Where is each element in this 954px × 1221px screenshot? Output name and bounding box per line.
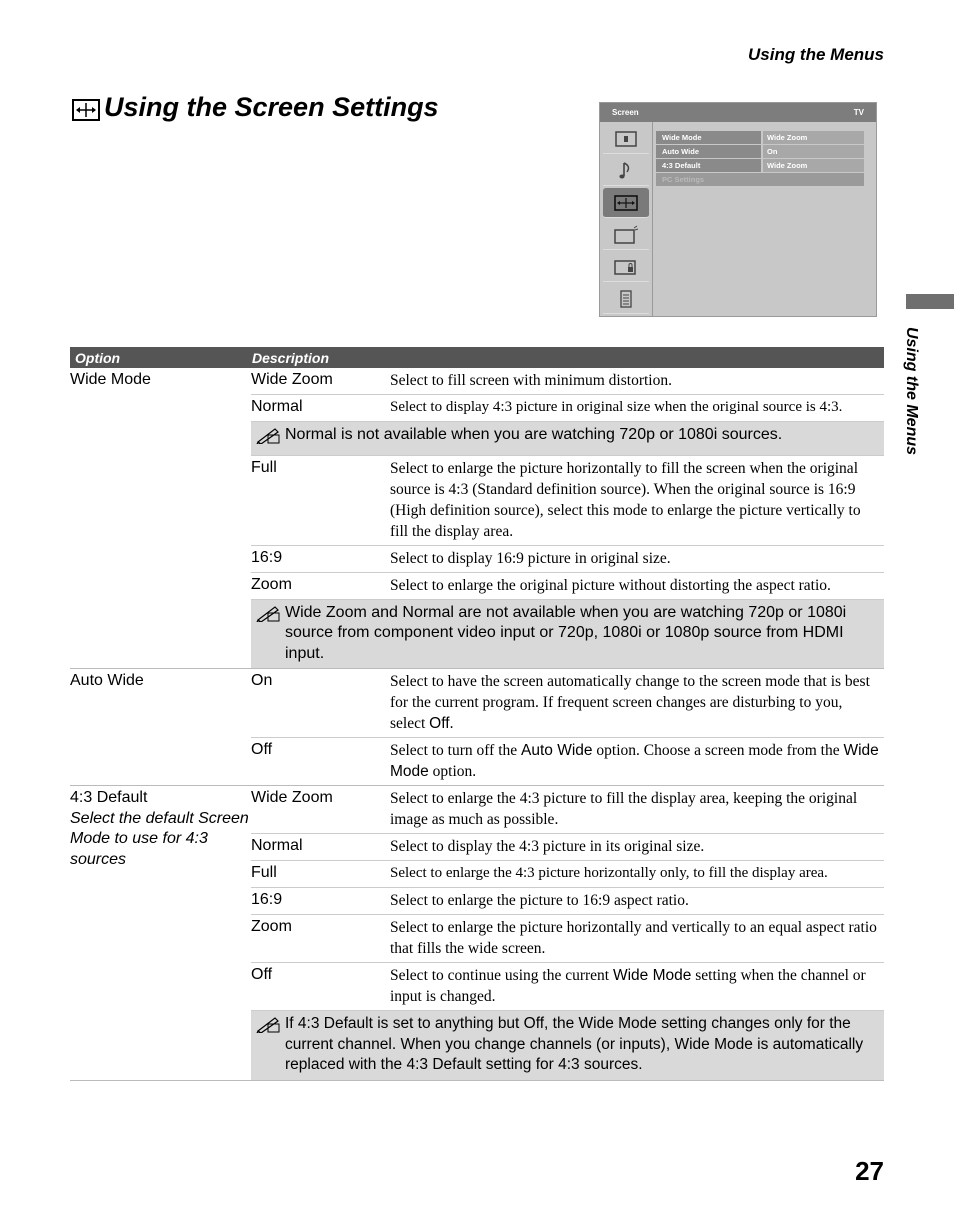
option-name: Full <box>251 458 277 476</box>
option-name: Off <box>251 966 273 983</box>
group-name: Auto Wide <box>70 672 144 689</box>
option-name: On <box>251 672 273 689</box>
note-pencil-icon <box>255 603 285 665</box>
note <box>251 421 884 455</box>
group-name <box>70 786 251 1080</box>
menu-row-label: Wide Mode <box>656 131 761 144</box>
note-text: Wide Zoom and Normal are not available when you are watching 720p or 1080i source from component video input or 720p, 1080i or 1080p source from HDMI input. <box>285 603 847 662</box>
option-description: Select to enlarge the 4:3 picture horizontally only, to fill the display area. <box>390 865 828 881</box>
page-title-text: Using the Screen Settings <box>104 92 439 122</box>
side-tab-marker <box>906 294 954 309</box>
option-description <box>390 671 884 734</box>
option-name: Zoom <box>251 575 292 593</box>
option-description <box>390 965 884 1007</box>
option-name: 16:9 <box>251 891 283 908</box>
menu-row-label: Auto Wide <box>656 145 761 158</box>
desc-term: Wide Mode <box>612 967 692 984</box>
table-row <box>251 394 884 421</box>
setup-icon <box>603 284 649 314</box>
table-row <box>251 887 884 914</box>
option-description: Select to display 16:9 picture in original size. <box>390 549 671 567</box>
table-row <box>251 455 884 545</box>
menu-source: TV <box>853 108 864 117</box>
desc-text: option. <box>428 763 477 780</box>
table-row <box>251 669 884 737</box>
desc-text: Select to turn off the <box>390 742 522 759</box>
note <box>251 599 884 669</box>
table-row <box>251 860 884 887</box>
table-row <box>251 962 884 1010</box>
menu-row-4-3-default <box>656 159 864 172</box>
picture-icon <box>603 124 649 154</box>
table-header <box>70 347 884 368</box>
option-name: 16:9 <box>251 548 283 566</box>
desc-term: Off <box>429 715 450 732</box>
option-description: Select to enlarge the original picture without distorting the aspect ratio. <box>390 576 831 594</box>
header-option: Option <box>75 349 121 366</box>
option-description <box>390 740 884 782</box>
group-wide-mode <box>70 368 884 669</box>
table-row <box>251 786 884 833</box>
option-name: Zoom <box>251 918 292 935</box>
table-row <box>251 737 884 785</box>
note <box>251 1010 884 1080</box>
note-text: Normal is not available when you are watching 720p or 1080i sources. <box>285 426 783 443</box>
parent-lock-icon <box>603 252 649 282</box>
group-title: 4:3 Default <box>70 789 148 806</box>
group-name: Wide Mode <box>70 371 151 388</box>
option-description: Select to enlarge the picture horizontally to fill the screen when the original source is 4:3 (Standard definition source). When the original source is 16:9 (High definition source), select this mode to enlarge the picture vertically to fill the display area. <box>390 459 861 540</box>
option-description: Select to display the 4:3 picture in its original size. <box>390 838 705 855</box>
running-header: Using the Menus <box>747 45 884 64</box>
desc-text: setting when the channel or input is changed. <box>390 967 866 1005</box>
option-description: Select to enlarge the 4:3 picture to fill the display area, keeping the original image as much as possible. <box>390 790 858 828</box>
menu-row-value: Wide Zoom <box>763 159 864 172</box>
menu-row-label: 4:3 Default <box>656 159 761 172</box>
group-subtitle: Select the default Screen Mode to use for 4:3 sources <box>70 809 249 868</box>
table-row <box>251 545 884 572</box>
channel-icon <box>603 220 649 250</box>
screen-icon <box>603 188 649 218</box>
menu-row-wide-mode <box>656 131 864 144</box>
menu-icon-column <box>600 122 653 317</box>
desc-text: Select to continue using the current <box>390 967 613 984</box>
desc-term: Auto Wide <box>521 742 593 759</box>
desc-text: option. Choose a screen mode from the <box>592 742 844 759</box>
side-tab <box>900 327 930 477</box>
option-name: Off <box>251 741 273 758</box>
table-row <box>251 833 884 860</box>
option-description: Select to enlarge the picture horizontally and vertically to an equal aspect ratio that fills the wide screen. <box>390 919 877 957</box>
note-text: If 4:3 Default is set to anything but Off, the Wide Mode setting changes only for the current channel. When you change channels (or inputs), Wide Mode is automatically replaced with the 4:3 Default setting for 4:3 sources. <box>285 1015 864 1073</box>
note-pencil-icon <box>255 425 285 451</box>
option-name: Wide Zoom <box>251 789 333 806</box>
side-tab-label: Using the Menus <box>903 327 920 456</box>
menu-row-value: Wide Zoom <box>763 131 864 144</box>
option-name: Normal <box>251 398 303 415</box>
page-number: 27 <box>855 1156 884 1186</box>
sound-icon <box>603 156 649 186</box>
option-description: Select to enlarge the picture to 16:9 aspect ratio. <box>390 892 689 909</box>
menu-title: Screen <box>612 108 639 117</box>
option-description: Select to fill screen with minimum distortion. <box>390 372 672 389</box>
desc-text: . <box>449 715 454 732</box>
option-name: Full <box>251 864 277 881</box>
menu-row-auto-wide <box>656 145 864 158</box>
table-row <box>251 572 884 599</box>
menu-row-value: On <box>763 145 864 158</box>
desc-text: Select to have the screen automatically change to the screen mode that is best for the current program. If frequent screen changes are disturbing to you, select <box>390 673 870 732</box>
menu-row-label: PC Settings <box>656 173 864 186</box>
note-pencil-icon <box>255 1014 285 1076</box>
option-description: Select to display 4:3 picture in original size when the original source is 4:3. <box>390 399 843 415</box>
menu-title-bar <box>600 103 876 122</box>
desc-term: Wide Mode <box>390 742 879 780</box>
option-name: Normal <box>251 837 303 854</box>
table-row <box>251 368 884 394</box>
menu-settings-list <box>656 131 864 187</box>
group-auto-wide <box>70 669 884 786</box>
option-name: Wide Zoom <box>251 371 333 388</box>
page-title <box>72 92 439 123</box>
table-row <box>251 914 884 962</box>
menu-row-pc-settings <box>656 173 864 186</box>
group-4-3-default <box>70 786 884 1081</box>
screen-settings-table <box>70 347 884 1081</box>
screen-menu-screenshot <box>599 102 877 317</box>
header-description: Description <box>252 349 330 366</box>
screen-settings-icon <box>72 97 100 119</box>
